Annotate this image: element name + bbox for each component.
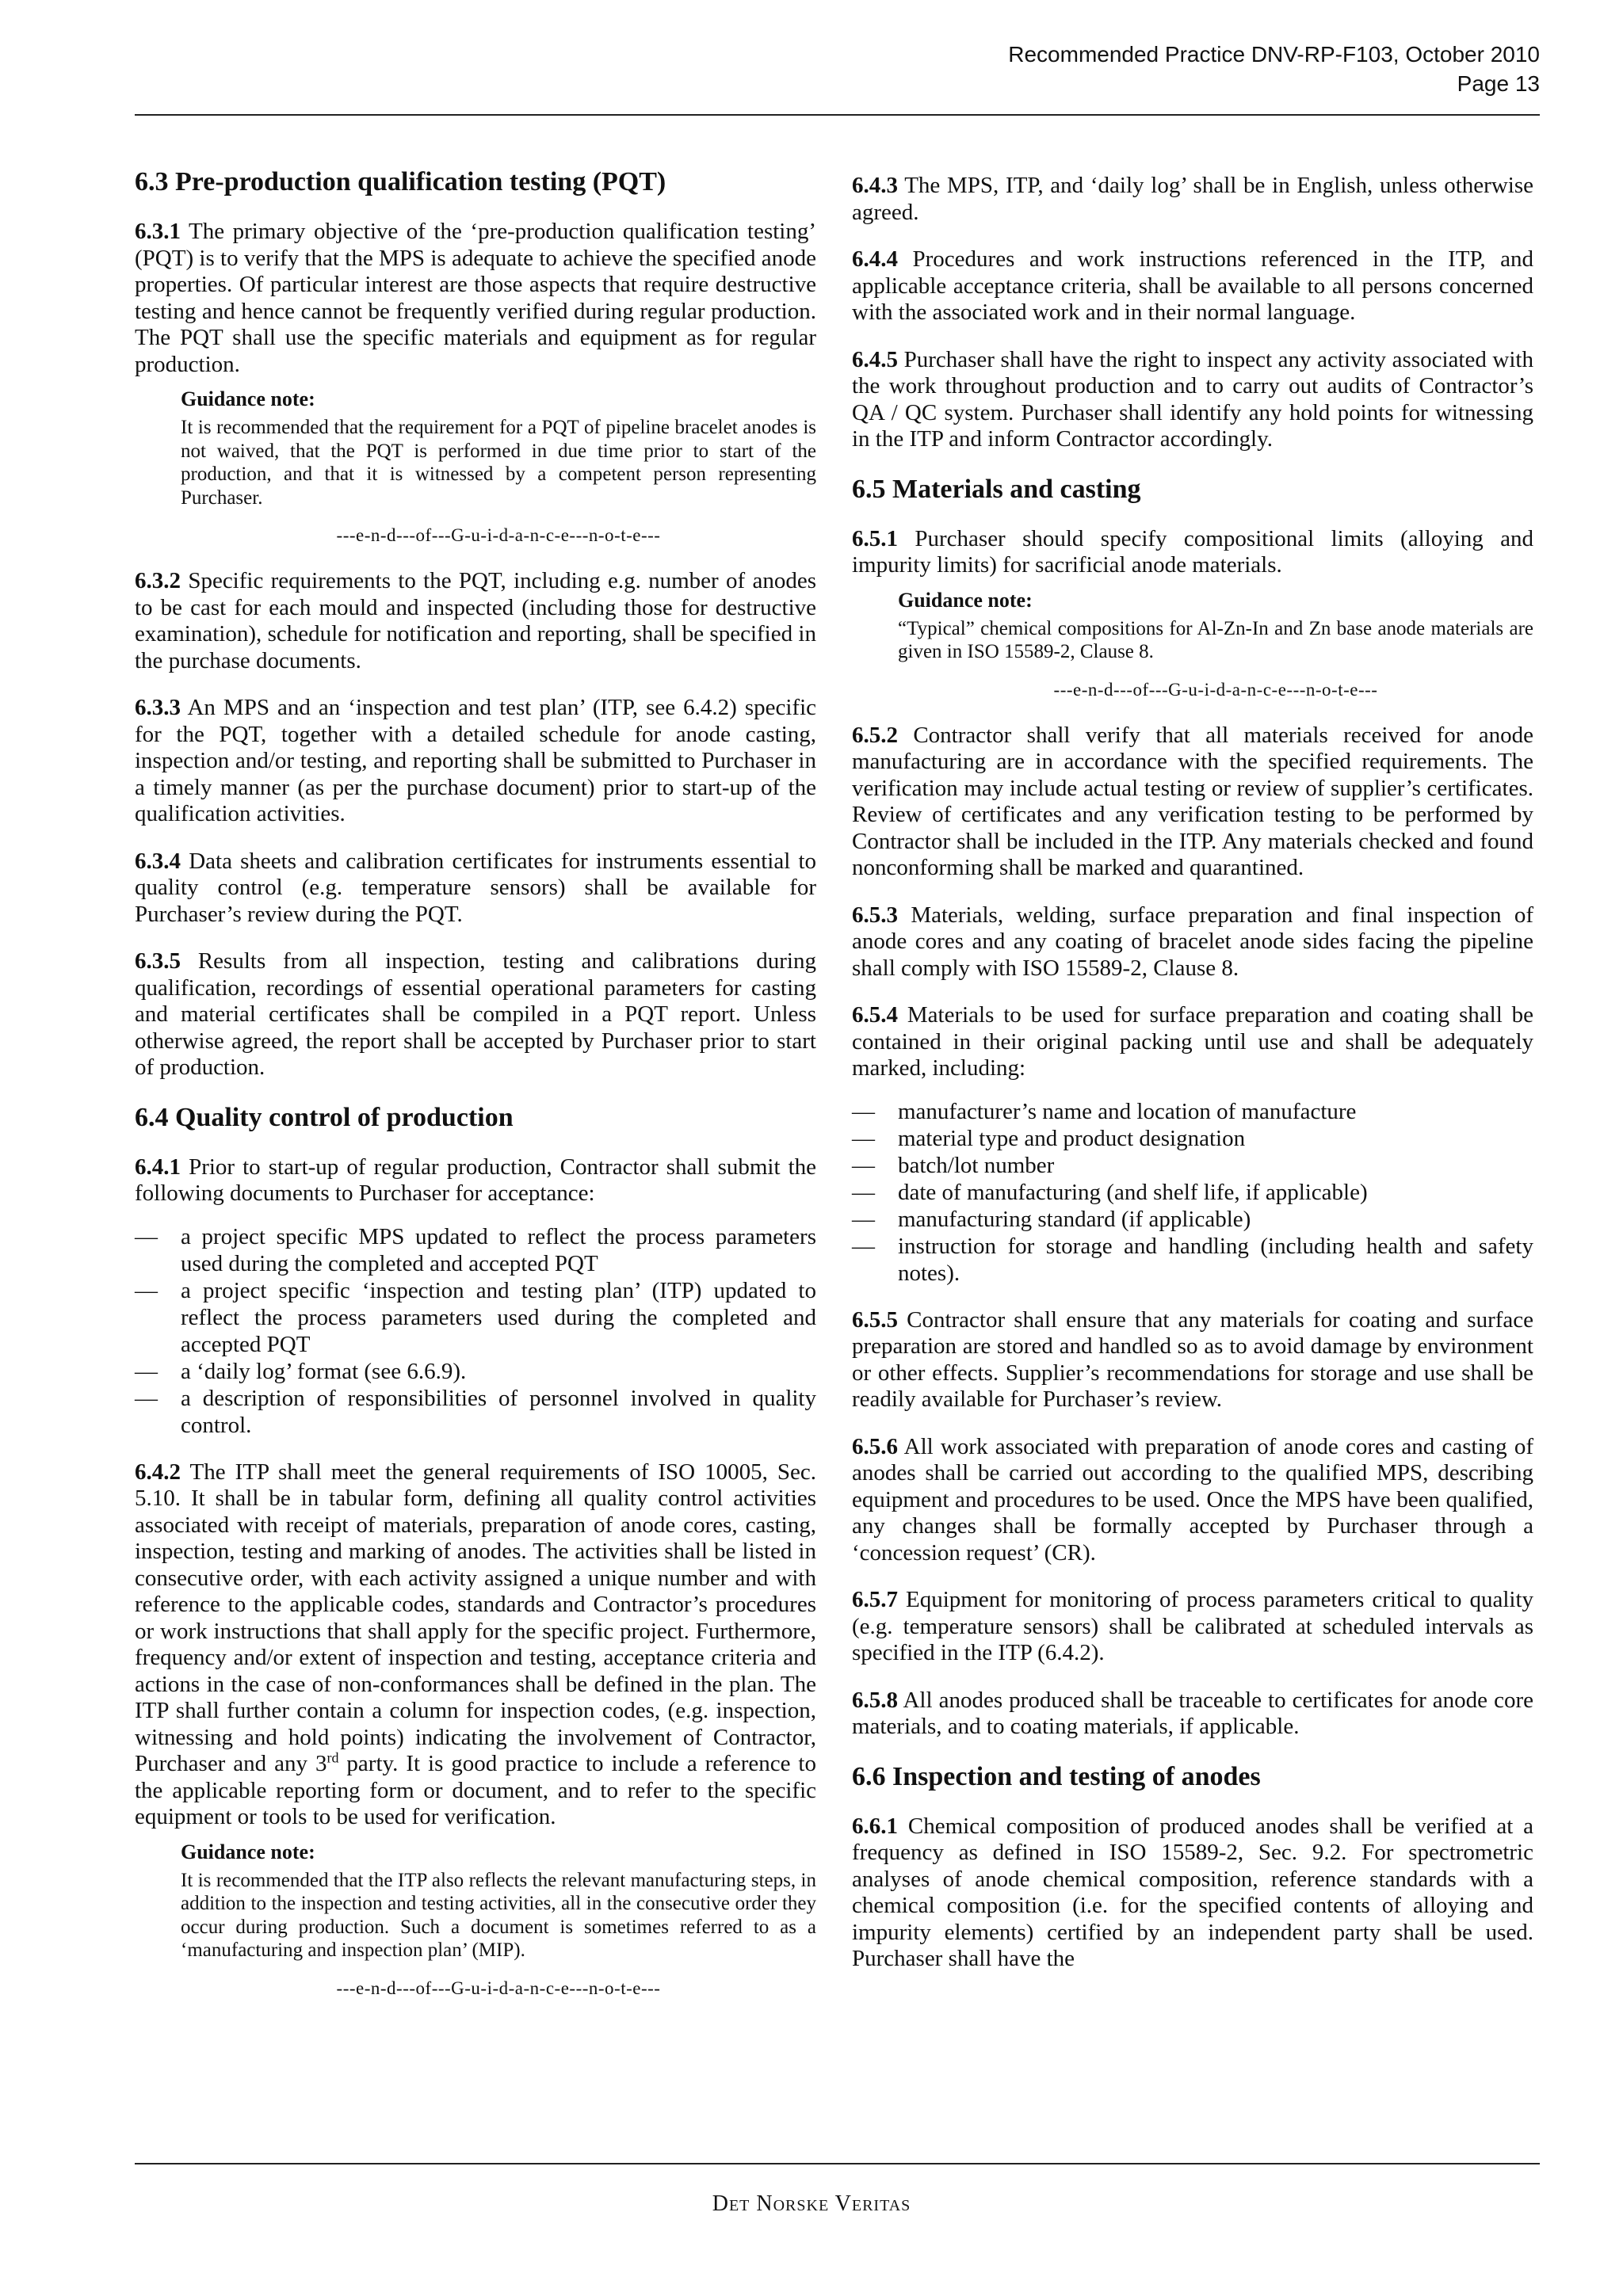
- paragraph-6-5-4: [852, 1002, 1533, 1082]
- clause-text: Materials to be used for surface preparation and coating shall be contained in their original packing until use and shall be adequately marked, including:: [852, 1002, 1533, 1081]
- guidance-title: Guidance note:: [898, 588, 1033, 612]
- clause-text-continued: party. It is good practice to include a reference to the applicable reporting form or document, and to refer to the specific equipment or tools to be used for verification.: [135, 1751, 816, 1829]
- list-item: — manufacturing standard (if applicable): [852, 1206, 1251, 1232]
- clause-text: Specific requirements to the PQT, including e.g. number of anodes to be cast for each mould and inspected (including those for destructive examination), schedule for notification and reporting, shall be specified in the purchase documents.: [135, 568, 816, 673]
- guidance-title: Guidance note:: [181, 387, 315, 410]
- clause-number: 6.3.5: [135, 948, 181, 974]
- guidance-body: It is recommended that the requirement for a PQT of pipeline bracelet anodes is not waived, that the PQT is performed in due time prior to start of the production, and that it is witnessed by a competent person representing Purchaser.: [181, 417, 816, 509]
- clause-number: 6.4.5: [852, 346, 898, 372]
- section-heading-6-3: 6.3 Pre-production qualification testing (PQT): [135, 167, 666, 196]
- clause-number: 6.5.3: [852, 902, 898, 928]
- clause-number: 6.3.4: [135, 848, 181, 874]
- guidance-note: [181, 386, 816, 546]
- dash-bullet: —: [852, 1098, 875, 1124]
- list-item: — date of manufacturing (and shelf life, if applicable): [852, 1179, 1368, 1205]
- clause-number: 6.4.2: [135, 1459, 181, 1485]
- paragraph-6-3-5: [135, 948, 816, 1081]
- clause-number: 6.4.3: [852, 173, 898, 198]
- header-title: Recommended Practice DNV-RP-F103, October 2010: [1008, 42, 1540, 67]
- list-item: — batch/lot number: [852, 1152, 1055, 1178]
- clause-text: Contractor shall ensure that any materials for coating and surface preparation are stored and handled so as to avoid damage by environment or other effects. Supplier’s recommendations for storage and use shall be readily available for Purchaser’s review.: [852, 1306, 1534, 1412]
- clause-text: Chemical composition of produced anodes shall be verified at a frequency as defined in ISO 15589-2, Sec. 9.2. For spectrometric analyses of anode chemical composition, reference standards with a chemical composition (i.e. for the specified contents of alloying and impurity elements) certified by an independent party shall be used. Purchaser shall have the: [852, 1813, 1534, 1971]
- document-list: [135, 1223, 816, 1439]
- clause-text: Materials, welding, surface preparation and final inspection of anode cores and any coating of bracelet anode sides facing the pipeline shall comply with ISO 15589-2, Clause 8.: [852, 902, 1534, 981]
- guidance-end-marker: ---e-n-d---of---G-u-i-d-a-n-c-e---n-o-t-e---: [336, 525, 661, 545]
- clause-text: All work associated with preparation of anode cores and casting of anodes shall be carried out according to the qualified MPS, describing equipment and procedures to be used. Once the MPS have been qualified, any changes shall be formally accepted by Purchaser through a ‘concession request’ (CR).: [852, 1433, 1533, 1566]
- clause-text: Prior to start-up of regular production, Contractor shall submit the following documents to Purchaser for acceptance:: [135, 1154, 817, 1206]
- dash-bullet: —: [135, 1385, 158, 1411]
- paragraph-6-3-1: [135, 219, 816, 378]
- clause-text: All anodes produced shall be traceable to certificates for anode core materials, and to coating materials, if applicable.: [852, 1687, 1533, 1739]
- guidance-end-marker: ---e-n-d---of---G-u-i-d-a-n-c-e---n-o-t-e---: [1053, 679, 1378, 700]
- dash-bullet: —: [135, 1358, 158, 1384]
- clause-text: Contractor shall verify that all materials received for anode manufacturing are in accordance with the specified requirements. The verification may include actual testing or review of supplier’s certificates. Review of certificates and any verification testing to be performed by Contractor shall be included in the ITP. Any materials checked and found nonconforming shall be marked and quarantined.: [852, 722, 1533, 880]
- paragraph-6-5-1: [852, 526, 1533, 579]
- guidance-title: Guidance note:: [181, 1840, 315, 1863]
- paragraph-6-3-4: [135, 849, 816, 929]
- dash-bullet: —: [852, 1233, 875, 1259]
- guidance-end-marker: ---e-n-d---of---G-u-i-d-a-n-c-e---n-o-t-e---: [336, 1978, 661, 1998]
- clause-number: 6.5.6: [852, 1433, 898, 1459]
- clause-text: The MPS, ITP, and ‘daily log’ shall be in English, unless otherwise agreed.: [852, 173, 1533, 225]
- right-column: [852, 173, 1533, 1993]
- clause-text: Results from all inspection, testing and calibrations during qualification, recordings of essential operational parameters for casting and material certificates shall be compiled in a PQT report. Unless otherwise agreed, the report shall be accepted by Purchaser prior to start of production.: [135, 948, 816, 1080]
- header-page-number: Page 13: [1457, 71, 1540, 96]
- clause-number: 6.5.5: [852, 1306, 898, 1333]
- clause-number: 6.4.4: [852, 246, 898, 272]
- paragraph-6-4-1: [135, 1154, 816, 1207]
- list-item: — a ‘daily log’ format (see 6.6.9).: [135, 1358, 467, 1384]
- clause-text: Equipment for monitoring of process parameters critical to quality (e.g. temperature sensors) shall be calibrated at scheduled intervals as specified in the ITP (6.4.2).: [852, 1587, 1534, 1665]
- clause-number: 6.5.1: [852, 525, 898, 551]
- paragraph-6-5-2: [852, 723, 1533, 882]
- list-item: — material type and product designation: [852, 1125, 1246, 1151]
- paragraph-6-4-5: [852, 347, 1533, 453]
- clause-text: Purchaser should specify compositional limits (alloying and impurity limits) for sacrificial anode materials.: [852, 525, 1533, 578]
- list-item: — a description of responsibilities of personnel involved in quality control.: [135, 1385, 816, 1438]
- paragraph-6-5-3: [852, 902, 1533, 982]
- clause-number: 6.3.3: [135, 695, 181, 720]
- clause-number: 6.5.4: [852, 1002, 898, 1028]
- dash-bullet: —: [852, 1125, 875, 1151]
- paragraph-6-5-8: [852, 1688, 1533, 1741]
- dash-bullet: —: [135, 1223, 158, 1249]
- clause-number: 6.4.1: [135, 1154, 181, 1180]
- section-heading-6-6: 6.6 Inspection and testing of anodes: [852, 1761, 1261, 1791]
- guidance-body: “Typical” chemical compositions for Al-Zn-In and Zn base anode materials are given in ISO 15589-2, Clause 8.: [898, 617, 1533, 662]
- clause-number: 6.5.7: [852, 1587, 898, 1612]
- dash-bullet: —: [852, 1152, 875, 1178]
- section-heading-6-5: 6.5 Materials and casting: [852, 474, 1141, 504]
- clause-number: 6.3.1: [135, 219, 181, 244]
- list-item: — instruction for storage and handling (including health and safety notes).: [852, 1233, 1533, 1286]
- section-heading-6-4: 6.4 Quality control of production: [135, 1102, 514, 1132]
- left-column: [135, 166, 816, 2021]
- guidance-note: [181, 1839, 816, 1999]
- clause-text: Procedures and work instructions referenced in the ITP, and applicable acceptance criteria, shall be available to all persons concerned with the associated work and in their normal language.: [852, 246, 1533, 325]
- dash-bullet: —: [852, 1179, 875, 1205]
- clause-number: 6.6.1: [852, 1813, 898, 1839]
- guidance-note: [898, 587, 1533, 700]
- clause-number: 6.5.2: [852, 722, 898, 748]
- clause-text: An MPS and an ‘inspection and test plan’ (ITP, see 6.4.2) specific for the PQT, together with a detailed schedule for anode casting, inspection and/or testing, and reporting shall be submitted to Purchaser in a timely manner (as per the purchase document) prior to start-up of the qualification activities.: [135, 695, 816, 826]
- paragraph-6-4-2: [135, 1459, 816, 1831]
- marking-list: [852, 1098, 1533, 1287]
- list-item: — a project specific ‘inspection and testing plan’ (ITP) updated to reflect the process parameters used during the completed and accepted PQT: [135, 1277, 816, 1357]
- clause-text: Data sheets and calibration certificates for instruments essential to quality control (e.g. temperature sensors) shall be available for Purchaser’s review during the PQT.: [135, 848, 817, 927]
- superscript: rd: [327, 1749, 339, 1766]
- footer-rule: [135, 2163, 1540, 2164]
- clause-number: 6.3.2: [135, 568, 181, 593]
- paragraph-6-4-3: [852, 173, 1533, 226]
- clause-text: The primary objective of the ‘pre-production qualification testing’ (PQT) is to verify that the MPS is adequate to achieve the specified anode properties. Of particular interest are those aspects that require destructive testing and hence cannot be frequently verified during regular production. The PQT shall use the specific materials and equipment as for regular production.: [135, 219, 816, 377]
- paragraph-6-3-2: [135, 568, 816, 674]
- clause-text: The ITP shall meet the general requirements of ISO 10005, Sec. 5.10. It shall be in tabular form, defining all quality control activities associated with receipt of materials, preparation of anode cores, casting, inspection, testing and marking of anodes. The activities shall be listed in consecutive order, with each activity assigned a unique number and with reference to the applicable codes, standards and Contractor’s procedures or work instructions that shall apply for the specific project. Furthermore, frequency and/or extent of inspection and testing, acceptance criteria and actions in the case of non-conformances shall be defined in the plan. The ITP shall further contain a column for inspection codes, (e.g. inspection, witnessing and hold points) indicating the involvement of Contractor, Purchaser and any 3: [135, 1459, 816, 1776]
- dash-bullet: —: [135, 1277, 158, 1303]
- paragraph-6-5-5: [852, 1307, 1533, 1413]
- footer-publisher: Det Norske Veritas: [712, 2191, 911, 2216]
- list-item: — manufacturer’s name and location of manufacture: [852, 1098, 1357, 1124]
- paragraph-6-4-4: [852, 246, 1533, 326]
- guidance-body: It is recommended that the ITP also reflects the relevant manufacturing steps, in addition to the inspection and testing activities, all in the consecutive order they occur during production. Such a document is sometimes referred to as a ‘manufacturing and inspection plan’ (MIP).: [181, 1869, 816, 1961]
- paragraph-6-6-1: [852, 1814, 1533, 1973]
- paragraph-6-3-3: [135, 695, 816, 828]
- dash-bullet: —: [852, 1206, 875, 1232]
- paragraph-6-5-7: [852, 1587, 1533, 1667]
- paragraph-6-5-6: [852, 1434, 1533, 1567]
- header-rule: [135, 114, 1540, 116]
- clause-number: 6.5.8: [852, 1687, 898, 1713]
- page-header: [135, 40, 1540, 98]
- clause-text: Purchaser shall have the right to inspect any activity associated with the work throughout production and to carry out audits of Contractor’s QA / QC system. Purchaser shall identify any hold points for witnessing in the ITP and inform Contractor accordingly.: [852, 346, 1533, 452]
- list-item: — a project specific MPS updated to reflect the process parameters used during the completed and accepted PQT: [135, 1223, 816, 1276]
